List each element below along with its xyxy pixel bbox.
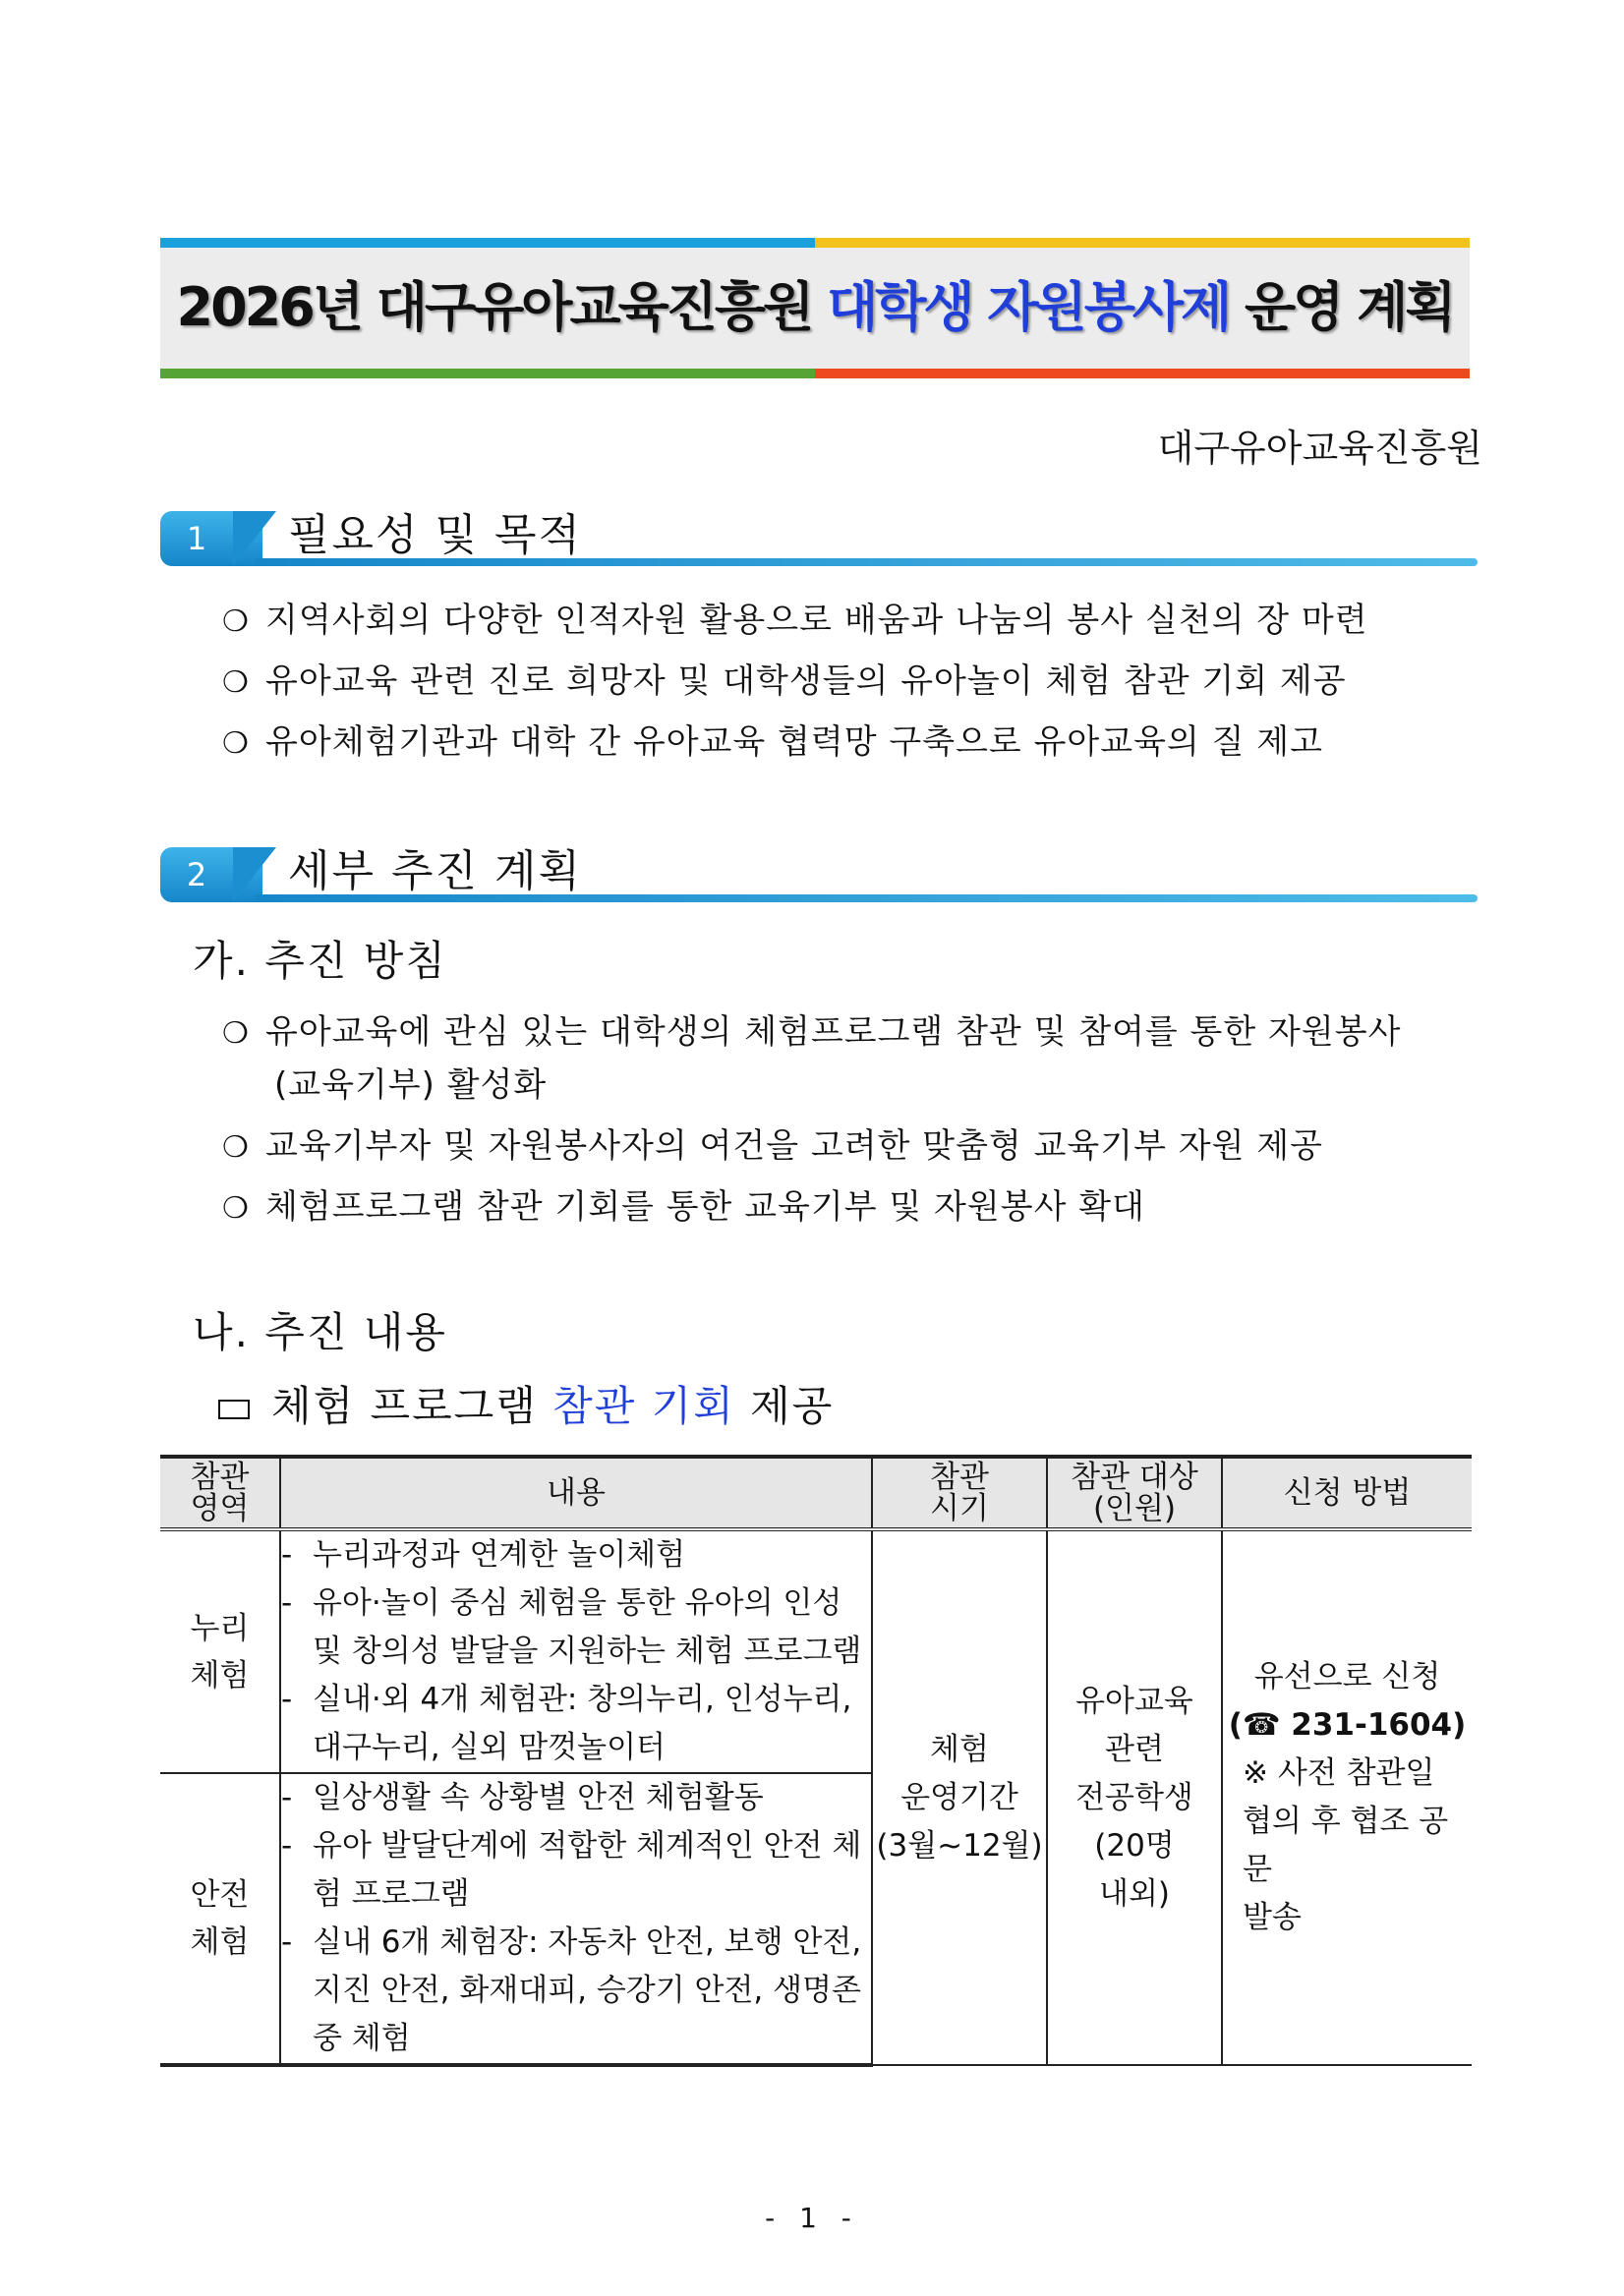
header-line: 참관 xyxy=(190,1460,250,1495)
content-cell xyxy=(280,1773,872,2065)
target-line: 전공학생 xyxy=(1075,1779,1193,1815)
content-item: - 누리과정과 연계한 놀이체험 xyxy=(281,1537,686,1573)
bullet-marker: ❍ xyxy=(222,604,250,639)
section-number-badge: 2 xyxy=(160,847,262,902)
content-item: - 실내·외 4개 체험관: 창의누리, 인성누리, 대구누리, 실외 맘껏놀이터 xyxy=(281,1682,852,1765)
header-target xyxy=(1047,1457,1222,1529)
header-line: 참관 xyxy=(930,1460,989,1495)
table-header-row xyxy=(160,1457,1472,1529)
target-line: 내외) xyxy=(1099,1875,1170,1912)
square-bullet-icon xyxy=(218,1400,250,1419)
bullet-marker: ❍ xyxy=(222,1016,250,1051)
bullet-text: 체험프로그램 참관 기회를 통한 교육기부 및 자원봉사 확대 xyxy=(265,1187,1145,1227)
target-line: (20명 xyxy=(1094,1827,1175,1864)
header-apply: 신청 방법 xyxy=(1222,1457,1472,1529)
item-text: 실내·외 4개 체험관: 창의누리, 인성누리, 대구누리, 실외 맘껏놀이터 xyxy=(313,1682,852,1765)
purpose-bullet-2 xyxy=(222,654,1347,702)
header-period xyxy=(872,1457,1047,1529)
bullet-text: 지역사회의 다양한 인적자원 활용으로 배움과 나눔의 봉사 실천의 장 마련 xyxy=(265,601,1368,640)
policy-bullet-2 xyxy=(222,1119,1323,1167)
apply-note-line: ※ 사전 참관일 xyxy=(1243,1755,1435,1791)
item-text: 일상생활 속 상황별 안전 체험활동 xyxy=(313,1780,764,1815)
section-number-badge: 1 xyxy=(160,511,262,566)
header-area xyxy=(160,1457,280,1529)
target-line: 유아교육 xyxy=(1075,1683,1193,1719)
bullet-text: 유아교육에 관심 있는 대학생의 체험프로그램 참관 및 참여를 통한 자원봉사 xyxy=(265,1012,1402,1052)
bullet-text: 교육기부자 및 자원봉사자의 여건을 고려한 맞춤형 교육기부 자원 제공 xyxy=(265,1126,1323,1166)
title-bar-top-yellow xyxy=(815,238,1470,248)
section-title: 세부 추진 계획 xyxy=(288,846,582,896)
header-content: 내용 xyxy=(280,1457,872,1529)
content-item: - 실내 6개 체험장: 자동차 안전, 보행 안전, 지진 안전, 화재대피, 승강기 안전, 생명존중 체험 xyxy=(281,1924,862,2056)
subheading-highlight: 참관 기회 xyxy=(552,1382,735,1430)
apply-note-line: 발송 xyxy=(1243,1900,1302,1935)
policy-bullet-1-continued: (교육기부) 활성화 xyxy=(274,1065,548,1105)
content-item: - 유아·놀이 중심 체험을 통한 유아의 인성 및 창의성 발달을 지원하는 체험 프로그램 xyxy=(281,1585,862,1669)
phone-number: (☎ 231-1604) xyxy=(1228,1707,1467,1743)
subheading-part2: 제공 xyxy=(734,1382,835,1430)
period-line: (3월~12월) xyxy=(876,1827,1043,1864)
subheading-ga: 가. 추진 방침 xyxy=(193,937,447,985)
policy-bullet-1 xyxy=(222,1004,1401,1053)
content-item: - 일상생활 속 상황별 안전 체험활동 xyxy=(281,1780,764,1815)
bullet-text: 유아체험기관과 대학 간 유아교육 협력망 구축으로 유아교육의 질 제고 xyxy=(265,722,1323,762)
page-number: - 1 - xyxy=(765,2202,859,2234)
title-part1: 2026년 대구유아교육진흥원 xyxy=(176,276,828,338)
area-line: 체험 xyxy=(190,1924,250,1960)
header-line: 시기 xyxy=(930,1491,989,1526)
content-cell xyxy=(280,1529,872,1773)
title-bar-bottom-green xyxy=(160,369,815,378)
bullet-marker: ❍ xyxy=(222,726,250,761)
period-cell xyxy=(872,1529,1047,2065)
section-title: 필요성 및 목적 xyxy=(288,510,582,560)
bullet-text: 유아교육 관련 진로 희망자 및 대학생들의 유아놀이 체험 참관 기회 제공 xyxy=(265,661,1347,701)
item-text: 유아 발달단계에 적합한 체계적인 안전 체험 프로그램 xyxy=(313,1828,862,1912)
policy-bullet-3 xyxy=(222,1179,1145,1228)
bullet-marker: ❍ xyxy=(222,665,250,700)
period-line: 체험 xyxy=(930,1731,989,1767)
area-cell xyxy=(160,1529,280,1773)
target-line: 관련 xyxy=(1105,1731,1164,1767)
period-line: 운영기간 xyxy=(900,1779,1018,1815)
item-text: 누리과정과 연계한 놀이체험 xyxy=(313,1537,686,1573)
header-line: (인원) xyxy=(1092,1491,1177,1526)
title-highlight: 대학생 자원봉사제 xyxy=(827,276,1230,338)
bullet-marker: ❍ xyxy=(222,1191,250,1226)
header-line: 참관 대상 xyxy=(1071,1460,1198,1495)
organization-name: 대구유아교육진흥원 xyxy=(1157,427,1482,470)
title-part2: 운영 계획 xyxy=(1229,276,1454,338)
bullet-marker: ❍ xyxy=(222,1130,250,1165)
content-item: - 유아 발달단계에 적합한 체계적인 안전 체험 프로그램 xyxy=(281,1828,862,1912)
purpose-bullet-3 xyxy=(222,715,1323,763)
area-line: 누리 xyxy=(190,1610,250,1646)
subheading-part1: 체험 프로그램 xyxy=(271,1382,553,1430)
apply-note-line: 협의 후 협조 공문 xyxy=(1243,1804,1449,1887)
area-cell xyxy=(160,1773,280,2065)
apply-cell xyxy=(1222,1529,1472,2065)
item-text: 실내 6개 체험장: 자동차 안전, 보행 안전, 지진 안전, 화재대피, 승강기 안전, 생명존중 체험 xyxy=(313,1924,862,2056)
table-row xyxy=(160,1529,1472,1773)
header-line: 영역 xyxy=(190,1491,250,1526)
purpose-bullet-1 xyxy=(222,593,1368,641)
title-bar-top-blue xyxy=(160,238,815,248)
item-text: 유아·놀이 중심 체험을 통한 유아의 인성 및 창의성 발달을 지원하는 체험 프로그램 xyxy=(313,1585,862,1669)
area-line: 안전 xyxy=(190,1877,250,1913)
subheading-na: 나. 추진 내용 xyxy=(193,1308,447,1356)
target-cell xyxy=(1047,1529,1222,2065)
apply-line: 유선으로 신청 xyxy=(1253,1659,1441,1694)
section-2-header xyxy=(160,847,1478,902)
program-table xyxy=(160,1455,1472,2067)
section-1-header xyxy=(160,511,1478,566)
content-subheading xyxy=(218,1374,834,1433)
area-line: 체험 xyxy=(190,1657,250,1693)
title-bar-bottom-red xyxy=(815,369,1470,378)
document-title xyxy=(160,265,1470,341)
